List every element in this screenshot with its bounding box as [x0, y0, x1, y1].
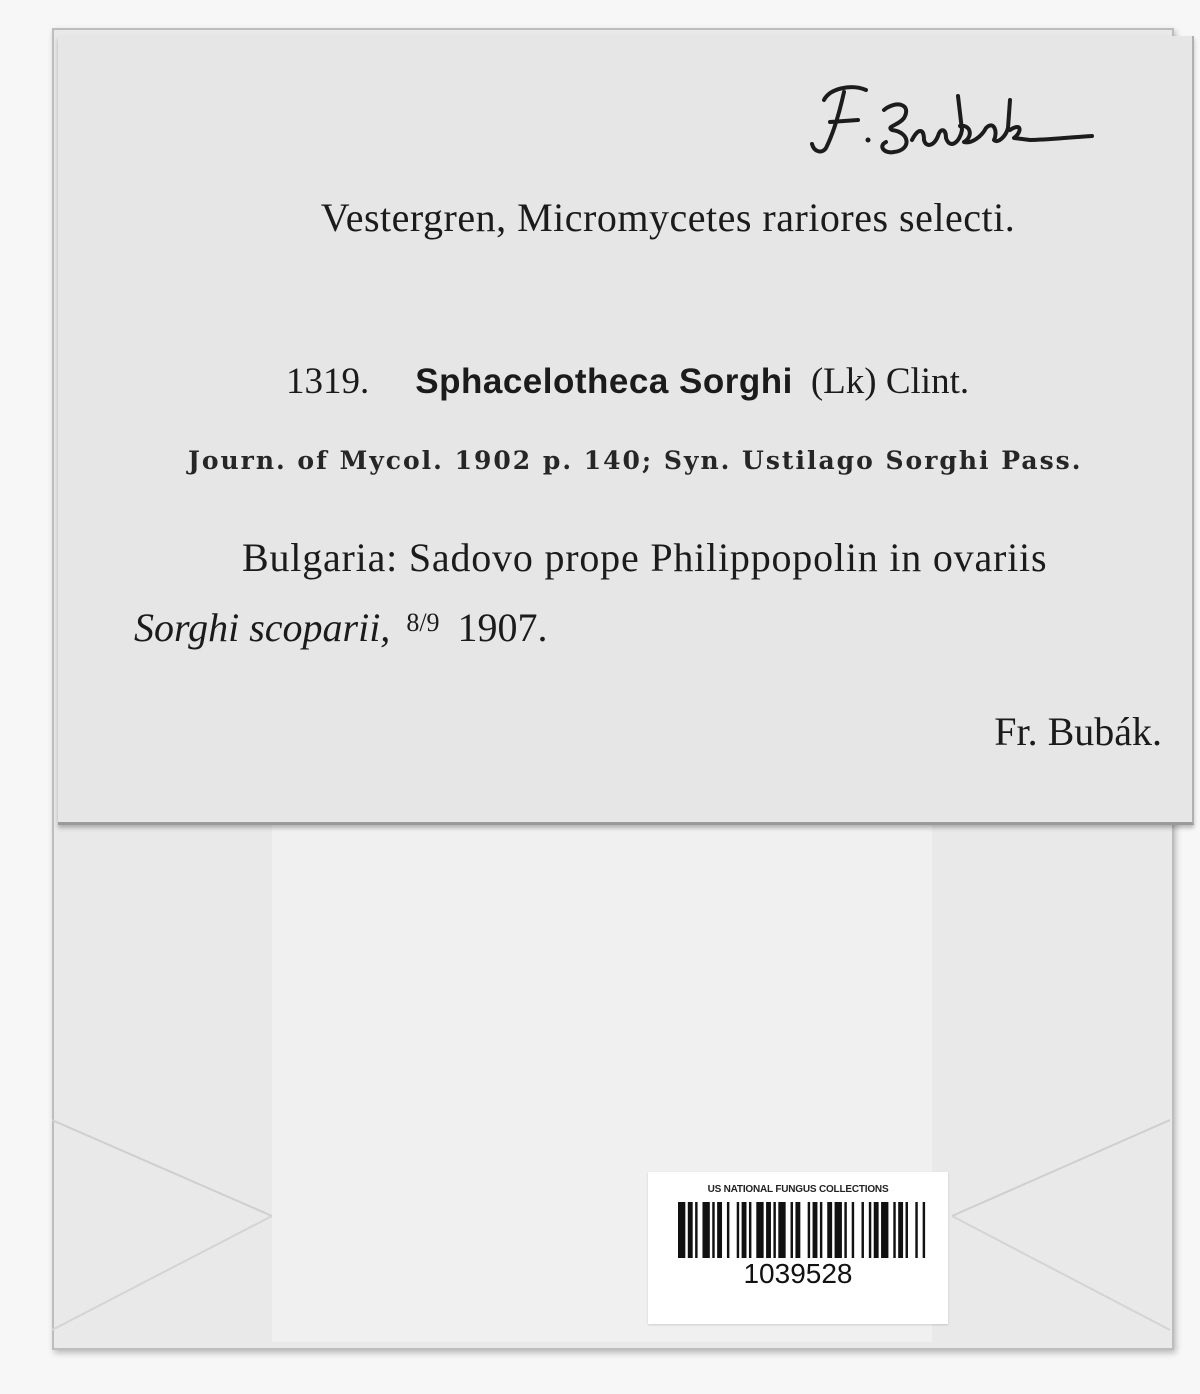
barcode-bar	[742, 1202, 747, 1258]
barcode-bar	[827, 1202, 832, 1258]
barcode-bar	[862, 1202, 864, 1258]
barcode-bar	[813, 1202, 818, 1258]
locality-text: Bulgaria: Sadovo prope Philippopolin in ovariis	[242, 535, 1048, 580]
barcode-bar	[778, 1202, 785, 1258]
barcode-bar	[717, 1202, 722, 1258]
species-line	[286, 360, 969, 403]
barcode-bar	[756, 1202, 763, 1258]
barcode-bar	[678, 1202, 685, 1258]
barcode-bar	[844, 1202, 846, 1258]
barcode-bar	[712, 1202, 714, 1258]
barcode-bar	[893, 1202, 895, 1258]
barcode-bar	[688, 1202, 693, 1258]
barcode-bar	[923, 1202, 925, 1258]
literature-reference: Journ. of Mycol. 1902 p. 140; Syn. Ustilago Sorghi Pass.	[188, 446, 1083, 475]
barcode-bar	[874, 1202, 879, 1258]
barcode-sticker	[648, 1172, 948, 1324]
barcode-bar	[702, 1202, 709, 1258]
barcode-bar	[749, 1202, 751, 1258]
barcode-bar	[808, 1202, 810, 1258]
barcode-bar	[906, 1202, 908, 1258]
barcode-bar	[773, 1202, 775, 1258]
barcode-bar	[766, 1202, 771, 1258]
barcode-bar	[791, 1202, 793, 1258]
barcode-bar	[820, 1202, 822, 1258]
barcode-bar	[869, 1202, 871, 1258]
handwritten-signature	[800, 70, 1110, 160]
barcode-graphic	[678, 1202, 930, 1258]
collector-name: Fr. Bubák.	[994, 709, 1162, 754]
barcode-bar	[852, 1202, 854, 1258]
envelope-fold-lines	[52, 820, 1170, 1346]
barcode-bar	[737, 1202, 739, 1258]
collection-year: 1907.	[457, 605, 548, 650]
barcode-bar	[695, 1202, 697, 1258]
barcode-bar	[915, 1202, 917, 1258]
host-name: Sorghi scoparii,	[134, 605, 391, 650]
barcode-bar	[898, 1202, 903, 1258]
barcode-bar	[881, 1202, 888, 1258]
barcode-number: 1039528	[743, 1258, 853, 1289]
exsiccata-number: 1319.	[286, 361, 370, 402]
host-and-date	[134, 604, 548, 651]
barcode-bar	[795, 1202, 800, 1258]
barcode-bar	[727, 1202, 729, 1258]
barcode-organization: US NATIONAL FUNGUS COLLECTIONS	[707, 1184, 889, 1195]
series-title: Vestergren, Micromycetes rariores selecti.	[320, 195, 1016, 240]
barcode-bar	[835, 1202, 842, 1258]
species-authority: (Lk) Clint.	[810, 361, 970, 402]
collection-day-month: 8/9	[406, 608, 440, 637]
species-name: Sphacelotheca Sorghi	[415, 362, 793, 401]
